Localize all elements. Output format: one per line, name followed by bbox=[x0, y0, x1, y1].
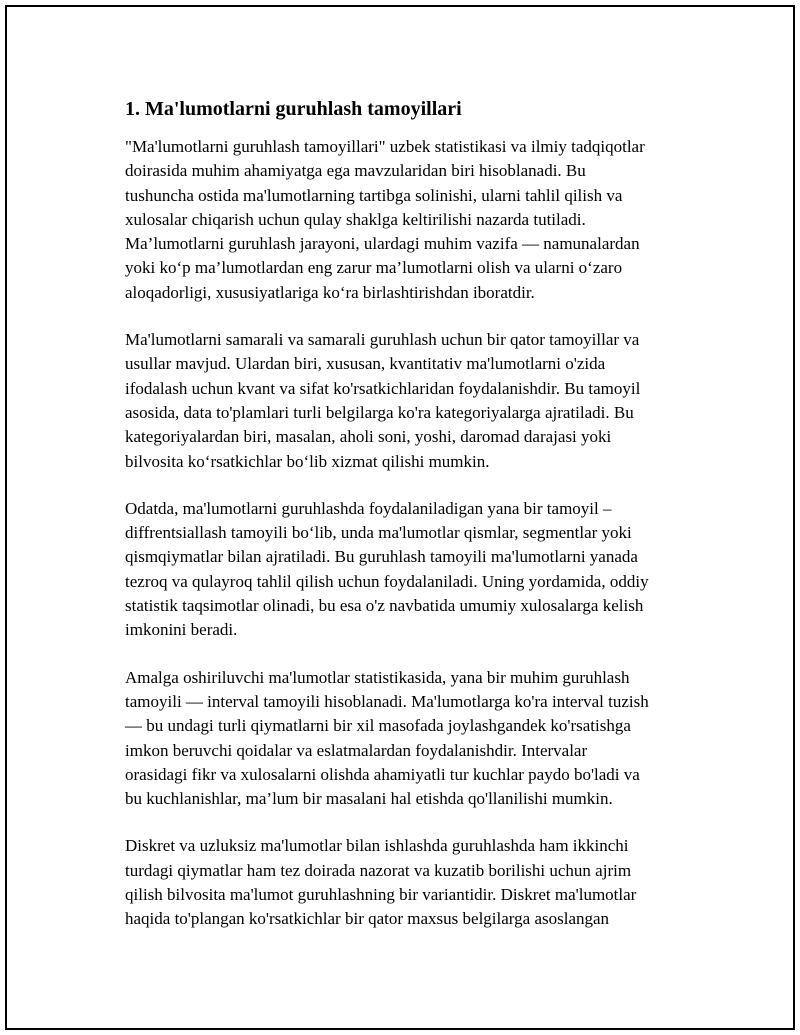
section-title: 1. Ma'lumotlarni guruhlash tamoyillari bbox=[125, 98, 462, 120]
document-body bbox=[117, 97, 707, 955]
paragraph-3: Odatda, ma'lumotlarni guruhlashda foydalaniladigan yana bir tamoyil – diffrentsiallash tamoyili bo‘lib, unda ma'lumotlar qismlar, segmentlar yoki qismqiymatlar bilan ajratiladi. Bu guruhlash tamoyili ma'lumotlarni yanada tezroq va qulayroq tahlil qilish uchun foydalaniladi. Uning yordamida, oddiy statistik taqsimotlar olinadi, bu esa o'z navbatida umumiy xulosalarga kelish imkonini beradi. bbox=[125, 498, 649, 640]
page-border bbox=[5, 5, 795, 1030]
paragraph-2: Ma'lumotlarni samarali va samarali guruhlash uchun bir qator tamoyillar va usullar mavjud. Ulardan biri, xususan, kvantitativ ma'lumotlarni o'zida ifodalash uchun kvant va sifat ko'rsatkichlaridan foydalanishdir. Bu tamoyil asosida, data to'plamlari turli belgilarga ko'ra kategoriyalarga ajratiladi. Bu kategoriyalardan biri, masalan, aholi soni, yoshi, daromad darajasi yoki bilvosita ko‘rsatkichlar bo‘lib xizmat qilishi mumkin. bbox=[125, 330, 641, 471]
paragraph-1: "Ma'lumotlarni guruhlash tamoyillari" uzbek statistikasi va ilmiy tadqiqotlar doirasida muhim ahamiyatga ega mavzularidan biri hisoblanadi. Bu tushuncha ostida ma'lumotlarning tartibga solinishi, ularni tahlil qilish va xulosalar chiqarish uchun qulay shaklga keltirilishi nazarda tutiladi. Ma’lumotlarni guruhlash jarayoni, ulardagi muhim vazifa — namunalardan yoki ko‘p ma’lumotlardan eng zarur ma’lumotlarni olish va ularni o‘zaro aloqadorligi, xususiyatlariga ko‘ra birlashtirishdan iboratdir. bbox=[125, 137, 645, 302]
paragraph-4: Amalga oshiriluvchi ma'lumotlar statistikasida, yana bir muhim guruhlash tamoyili — interval tamoyili hisoblanadi. Ma'lumotlarga ko'ra interval tuzish — bu undagi turli qiymatlarni bir xil masofada joylashgandek ko'rsatishga imkon beruvchi qoidalar va eslatmalardan foydalanishdir. Intervalar orasidagi fikr va xulosalarni olishda ahamiyatli tur kuchlar paydo bo'ladi va bu kuchlanishlar, ma’lum bir masalani hal etishda qo'llanilishi mumkin. bbox=[125, 667, 649, 809]
paragraph-5: Diskret va uzluksiz ma'lumotlar bilan ishlashda guruhlashda ham ikkinchi turdagi qiymatlar ham tez doirada nazorat va kuzatib borilishi uchun ajrim qilish bilvosita ma'lumot guruhlashning bir variantidir. Diskret ma'lumotlar haqida to'plangan ko'rsatkichlar bir qator maxsus belgilarga asoslangan bbox=[125, 836, 637, 929]
